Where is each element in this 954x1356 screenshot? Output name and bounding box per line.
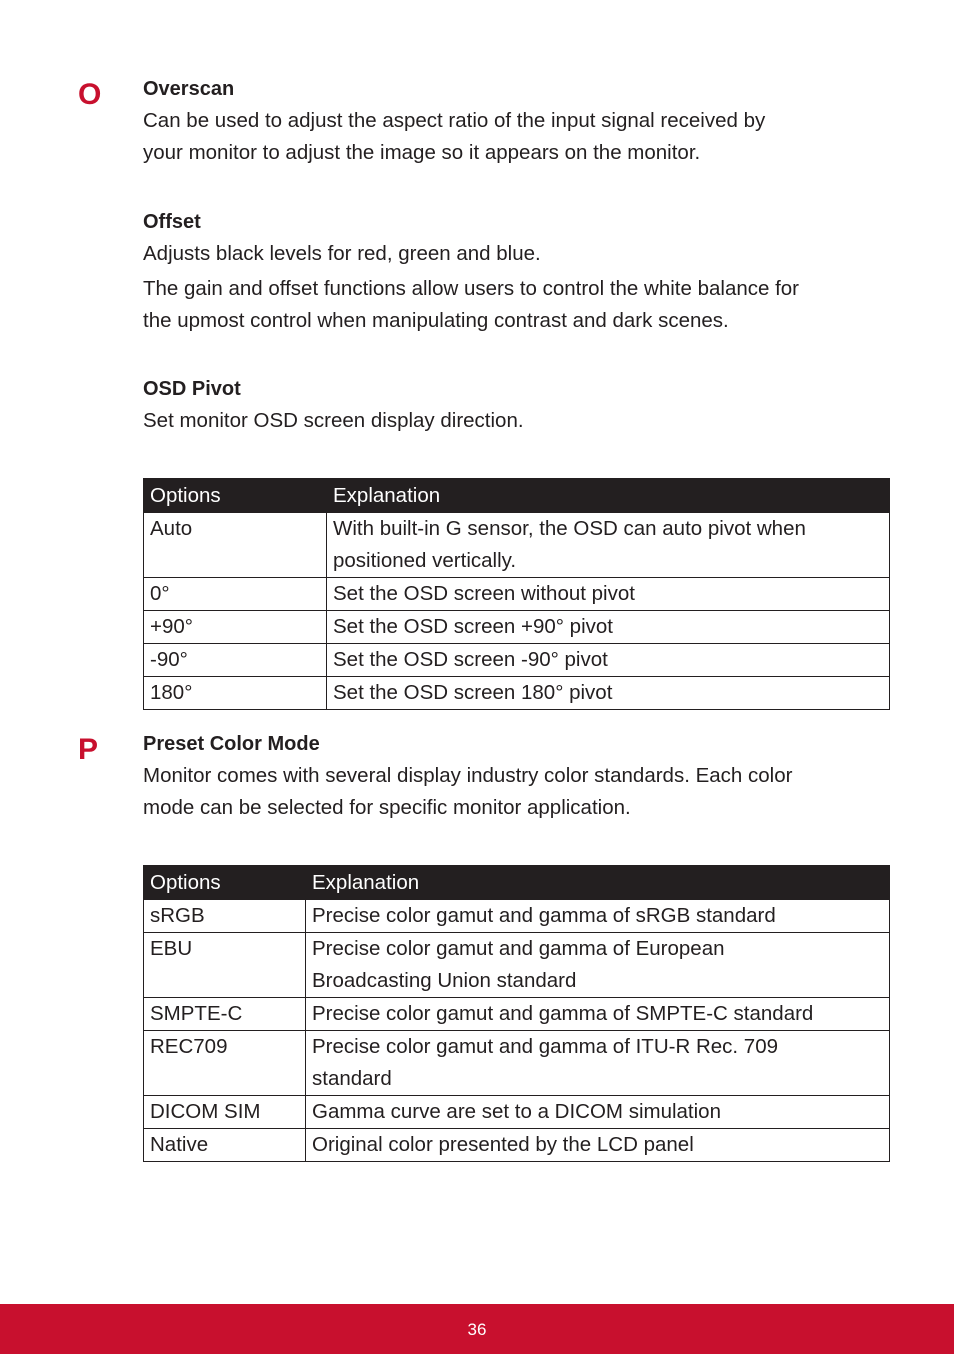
explanation-cell: Set the OSD screen +90° pivot bbox=[327, 611, 890, 644]
table-row bbox=[144, 1129, 890, 1162]
table-header-row bbox=[144, 866, 890, 900]
osd-pivot-heading: OSD Pivot bbox=[143, 378, 241, 400]
page-footer bbox=[0, 1304, 954, 1354]
table-row bbox=[144, 933, 890, 998]
option-cell: Native bbox=[144, 1129, 306, 1162]
preset-color-mode-heading: Preset Color Mode bbox=[143, 733, 320, 755]
option-cell: sRGB bbox=[144, 900, 306, 933]
overscan-line: your monitor to adjust the image so it appears on the monitor. bbox=[143, 141, 701, 164]
overscan-section bbox=[143, 75, 903, 169]
overscan-heading: Overscan bbox=[143, 78, 235, 100]
explanation-line: standard bbox=[312, 1067, 392, 1090]
preset-color-mode-table bbox=[143, 865, 890, 1162]
option-cell: REC709 bbox=[144, 1031, 306, 1096]
overscan-line: Can be used to adjust the aspect ratio of the input signal received by bbox=[143, 109, 766, 132]
table-row bbox=[144, 513, 890, 578]
explanation-cell bbox=[327, 513, 890, 578]
offset-detail-line: The gain and offset functions allow users to control the white balance for bbox=[143, 277, 800, 300]
explanation-cell bbox=[306, 933, 890, 998]
option-cell: -90° bbox=[144, 644, 327, 677]
column-header-explanation: Explanation bbox=[327, 479, 890, 513]
offset-section bbox=[143, 208, 903, 337]
column-header-options: Options bbox=[144, 866, 306, 900]
table-row bbox=[144, 677, 890, 710]
explanation-line: Broadcasting Union standard bbox=[312, 969, 577, 992]
table-row bbox=[144, 1096, 890, 1129]
explanation-cell: Precise color gamut and gamma of SMPTE-C standard bbox=[306, 998, 890, 1031]
osd-pivot-table bbox=[143, 478, 890, 710]
explanation-cell: Set the OSD screen without pivot bbox=[327, 578, 890, 611]
explanation-line: Precise color gamut and gamma of European bbox=[312, 937, 725, 960]
option-cell: +90° bbox=[144, 611, 327, 644]
option-cell: EBU bbox=[144, 933, 306, 998]
section-letter-p: P bbox=[78, 733, 99, 766]
table-row bbox=[144, 578, 890, 611]
table-row bbox=[144, 644, 890, 677]
explanation-cell: Precise color gamut and gamma of sRGB standard bbox=[306, 900, 890, 933]
preset-color-mode-line: mode can be selected for specific monitor application. bbox=[143, 796, 631, 819]
option-cell: SMPTE-C bbox=[144, 998, 306, 1031]
preset-color-mode-description bbox=[143, 760, 903, 824]
option-cell: 180° bbox=[144, 677, 327, 710]
table-row bbox=[144, 998, 890, 1031]
explanation-line: Precise color gamut and gamma of ITU-R Rec. 709 bbox=[312, 1035, 778, 1058]
preset-color-mode-line: Monitor comes with several display industry color standards. Each color bbox=[143, 764, 793, 787]
table-row bbox=[144, 1031, 890, 1096]
osd-pivot-section bbox=[143, 375, 903, 437]
table-header-row bbox=[144, 479, 890, 513]
column-header-options: Options bbox=[144, 479, 327, 513]
table-row bbox=[144, 611, 890, 644]
explanation-cell: Gamma curve are set to a DICOM simulation bbox=[306, 1096, 890, 1129]
explanation-cell: Set the OSD screen 180° pivot bbox=[327, 677, 890, 710]
column-header-explanation: Explanation bbox=[306, 866, 890, 900]
explanation-line: positioned vertically. bbox=[333, 549, 517, 572]
offset-description: Adjusts black levels for red, green and blue. bbox=[143, 242, 541, 265]
offset-heading: Offset bbox=[143, 211, 201, 233]
offset-detail-line: the upmost control when manipulating contrast and dark scenes. bbox=[143, 309, 729, 332]
option-cell: 0° bbox=[144, 578, 327, 611]
option-cell: Auto bbox=[144, 513, 327, 578]
explanation-cell bbox=[306, 1031, 890, 1096]
explanation-cell: Original color presented by the LCD panel bbox=[306, 1129, 890, 1162]
section-letter-o: O bbox=[78, 78, 102, 111]
osd-pivot-description: Set monitor OSD screen display direction. bbox=[143, 409, 524, 432]
explanation-cell: Set the OSD screen -90° pivot bbox=[327, 644, 890, 677]
overscan-description bbox=[143, 105, 903, 169]
offset-detail bbox=[143, 273, 903, 337]
option-cell: DICOM SIM bbox=[144, 1096, 306, 1129]
table-row bbox=[144, 900, 890, 933]
preset-color-mode-section bbox=[143, 730, 903, 824]
explanation-line: With built-in G sensor, the OSD can auto pivot when bbox=[333, 517, 806, 540]
page-number: 36 bbox=[467, 1320, 487, 1339]
